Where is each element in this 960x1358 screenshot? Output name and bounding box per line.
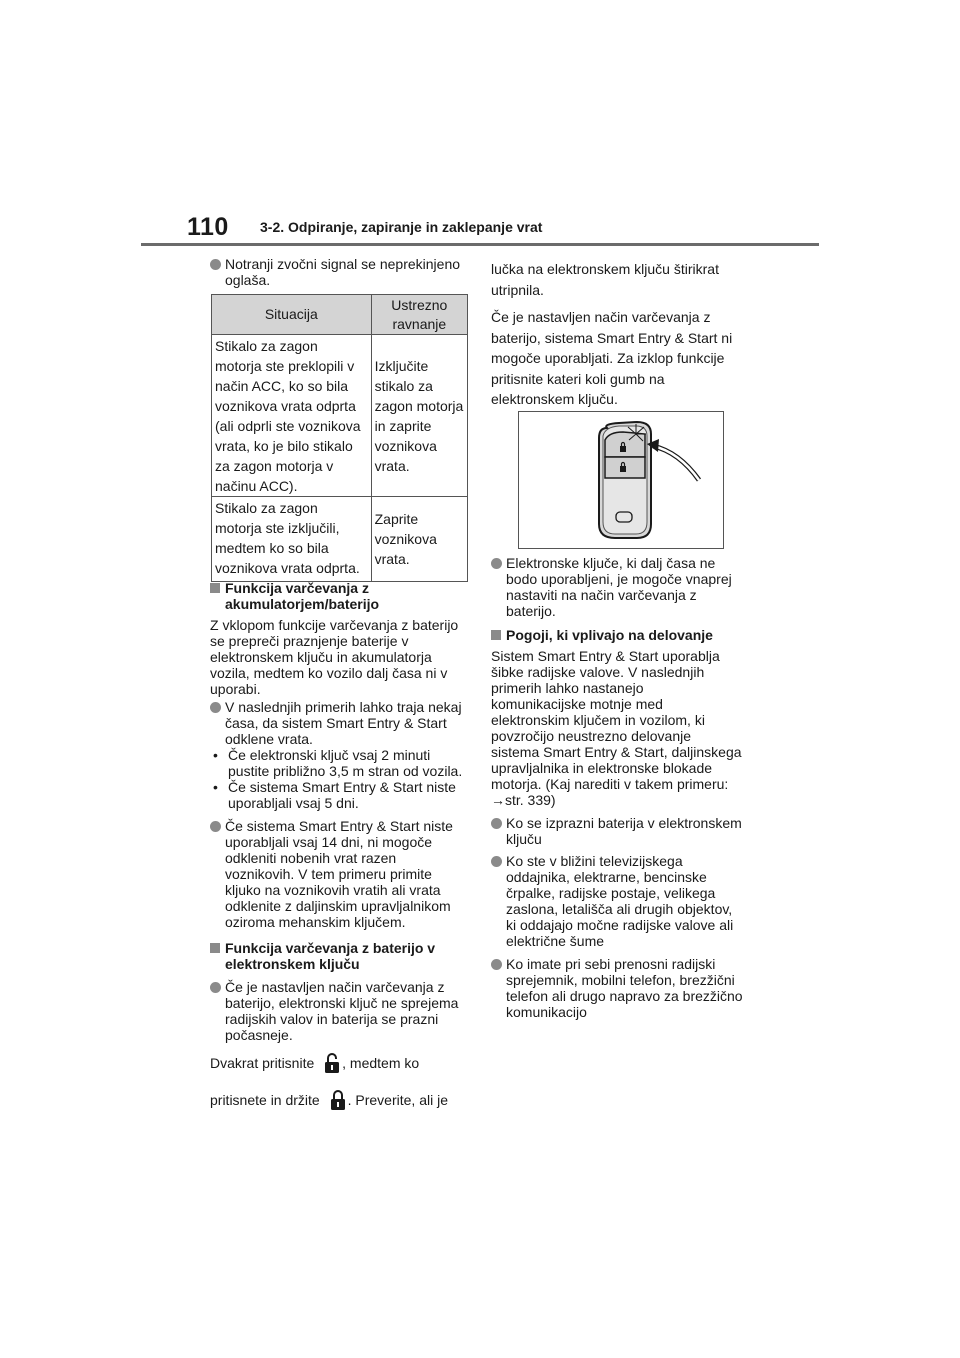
- text-line: oziroma mehanskim ključem.: [225, 914, 406, 930]
- text-line: elektronskem ključu in akumulatorja: [210, 649, 432, 665]
- cell-line: vrata.: [374, 457, 410, 474]
- round-bullet-icon: [210, 818, 225, 930]
- cell-line: vrata, ko je bilo stikalo: [215, 438, 353, 454]
- text-line: kljuko na voznikovih vratih ali vrata: [225, 882, 441, 898]
- text-line: lučka na elektronskem ključu štirikrat: [491, 261, 719, 277]
- heading-line: Funkcija varčevanja z baterijo v: [225, 940, 436, 956]
- text-line: ključu: [506, 831, 542, 847]
- section-title: 3-2. Odpiranje, zapiranje in zaklepanje vrat: [260, 219, 543, 235]
- text-run: . Preverite, ali je: [347, 1092, 448, 1109]
- header-rule: [141, 243, 819, 246]
- right-paragraph-2: [491, 648, 761, 808]
- paragraph-battery-saving: [210, 617, 472, 697]
- page-reference[interactable]: →str. 339): [491, 792, 556, 808]
- dash-marker: •: [213, 779, 218, 795]
- left-bullet-3: [210, 818, 472, 930]
- text-line: odklenite z daljinskim upravljalnikom: [225, 898, 451, 914]
- text-line: se prepreči praznjenje baterije v: [210, 633, 409, 649]
- action-header-line2: ravnanje: [392, 315, 447, 332]
- text-line: sprejemnik, mobilni telefon, brezžični: [506, 972, 735, 988]
- cell-line: načinu ACC).: [215, 478, 298, 494]
- text-run: Dvakrat pritisnite: [210, 1055, 315, 1072]
- text-line: nastaviti na način varčevanja z: [506, 587, 697, 603]
- electronic-key-illustration: [518, 411, 724, 549]
- text-line: ki oddajajo močne radijske valove ali: [506, 917, 734, 933]
- text-line: pustite približno 3,5 m stran od vozila.: [228, 763, 463, 779]
- text-line: voznikovih. V tem primeru primite: [225, 866, 432, 882]
- text-line: uporabljali vsaj 5 dni.: [228, 795, 359, 811]
- text-line: pritisnite kateri koli gumb na: [491, 370, 665, 387]
- round-bullet-icon: [491, 956, 506, 1020]
- cell-line: Izključite: [374, 357, 429, 374]
- dash-item-2: [210, 779, 472, 811]
- lock-icon: [324, 1052, 340, 1077]
- text-line: Elektronske ključe, ki dalj časa ne: [506, 555, 716, 571]
- text-line: utripnila.: [491, 281, 544, 298]
- round-bullet-icon: [491, 555, 506, 619]
- cell-line: Zaprite: [374, 511, 419, 527]
- text-line: komunikacijo: [506, 1004, 587, 1020]
- situation-table: [211, 294, 468, 582]
- text-run: pritisnete in držite: [210, 1092, 320, 1109]
- instruction-line-2: [210, 1089, 472, 1114]
- text-line: uporabljali vsaj 14 dni, ni mogoče: [225, 834, 433, 850]
- text-line: Ko se izprazni baterija v elektronskem: [506, 815, 742, 831]
- text-line: Če je nastavljen način varčevanja z: [491, 309, 711, 325]
- left-bullet-1: [210, 256, 472, 288]
- unlock-icon: [330, 1089, 346, 1114]
- text-line: Če sistema Smart Entry & Start niste: [228, 779, 456, 795]
- text-line: Z vklopom funkcije varčevanja z baterijo: [210, 617, 459, 633]
- text-line: V naslednjih primerih lahko traja nekaj: [225, 699, 462, 715]
- heading-line: Pogoji, ki vplivajo na delovanje: [506, 627, 713, 643]
- square-marker-icon: [210, 940, 225, 972]
- round-bullet-icon: [210, 256, 225, 288]
- text-line: vozila, medtem ko vozilo dalj časa ni v: [210, 665, 448, 681]
- text-line: baterijo.: [506, 603, 556, 619]
- text-line: Ko ste v bližini televizijskega: [506, 853, 683, 869]
- table-row: [212, 497, 468, 582]
- electronic-key-icon: [519, 412, 723, 548]
- cell-line: Stikalo za zagon: [215, 500, 318, 516]
- round-bullet-icon: [210, 699, 225, 747]
- text-line: električne šume: [506, 933, 605, 949]
- heading-line: Funkcija varčevanja z: [225, 580, 369, 596]
- square-marker-icon: [491, 627, 506, 643]
- text-line: mogoče uporabljati. Za izklop funkcije: [491, 350, 725, 366]
- right-bullet-2: [491, 815, 761, 847]
- text-line: Sistem Smart Entry & Start uporablja: [491, 648, 720, 664]
- text-line: telefon ali drugo napravo za brezžično: [506, 988, 743, 1004]
- text-line: oddajnika, elektrarne, bencinske: [506, 869, 707, 885]
- right-bullet-4: [491, 956, 761, 1020]
- bullet-text: Notranji zvočni signal se neprekinjeno oglaša.: [225, 256, 461, 288]
- text-line: motorja. (Kaj narediti v takem primeru:: [491, 776, 729, 792]
- table-header-action: [371, 295, 467, 335]
- heading-line: elektronskem ključu: [225, 956, 360, 972]
- dash-marker: •: [213, 747, 218, 763]
- text-line: elektronskem ključu.: [491, 391, 618, 407]
- right-bullet-1: [491, 555, 761, 619]
- round-bullet-icon: [210, 979, 225, 1043]
- text-line: časa, da sistem Smart Entry & Start: [225, 715, 447, 731]
- text-run: , medtem ko: [342, 1055, 420, 1072]
- cell-line: Stikalo za zagon: [215, 338, 318, 354]
- text-line: počasneje.: [225, 1027, 293, 1043]
- table-header-situation: Situacija: [212, 295, 372, 335]
- text-line: radijskih valov in baterija se prazni: [225, 1011, 439, 1027]
- text-line: povzročijo neustrezno delovanje: [491, 728, 692, 744]
- text-line: Ko imate pri sebi prenosni radijski: [506, 956, 716, 972]
- cell-line: način ACC, ko so bila: [215, 378, 349, 394]
- action-cell: [371, 335, 467, 497]
- cell-line: vrata.: [374, 551, 410, 567]
- text-line: črpalke, radijske postaje, velikega: [506, 885, 716, 901]
- cell-line: voznikova: [374, 437, 437, 454]
- right-paragraph-1: [491, 259, 761, 410]
- cell-line: zagon motorja: [374, 397, 464, 414]
- instruction-line-1: [210, 1052, 472, 1077]
- heading-line: akumulatorjem/baterijo: [225, 596, 380, 612]
- dash-item-1: [210, 747, 472, 779]
- heading-conditions: [491, 627, 761, 643]
- cell-line: voznikova vrata odprta.: [215, 560, 360, 576]
- left-bullet-2: [210, 699, 472, 747]
- situation-cell: [212, 335, 372, 497]
- text-line: bodo uporabljeni, je mogoče vnaprej: [506, 571, 732, 587]
- cell-line: (ali odprli ste voznikova: [215, 418, 361, 434]
- situation-cell: [212, 497, 372, 582]
- text-line: baterijo, elektronski ključ ne sprejema: [225, 995, 459, 1011]
- text-line: uporabi.: [210, 681, 261, 697]
- text-line: šibke radijske valove. V naslednjih: [491, 664, 705, 680]
- heading-battery-saving: [210, 580, 472, 612]
- round-bullet-icon: [491, 815, 506, 847]
- cell-line: voznikova: [374, 531, 437, 547]
- cell-line: motorja ste izključili,: [215, 520, 340, 536]
- square-marker-icon: [210, 580, 225, 612]
- heading-key-battery-saving: [210, 940, 472, 972]
- round-bullet-icon: [491, 853, 506, 949]
- text-line: zaslona, letališča ali drugih objektov,: [506, 901, 733, 917]
- text-line: upravljalnika in elektronske blokade: [491, 760, 713, 776]
- left-bullet-4: [210, 979, 472, 1043]
- text-line: Če je nastavljen način varčevanja z: [225, 979, 445, 995]
- text-line: elektronskim ključem in vozilom, ki: [491, 712, 705, 728]
- text-line: Če sistema Smart Entry & Start niste: [225, 818, 453, 834]
- text-line: komunikacijske motnje med: [491, 696, 663, 712]
- action-header-line1: Ustrezno: [391, 296, 448, 313]
- text-line: odkleniti nobenih vrat razen: [225, 850, 397, 866]
- text-line: sistema Smart Entry & Start, daljinskega: [491, 744, 742, 760]
- cell-line: in zaprite: [374, 417, 432, 434]
- cell-line: medtem ko so bila: [215, 540, 329, 556]
- cell-line: voznikova vrata odprta: [215, 398, 356, 414]
- right-bullet-3: [491, 853, 761, 949]
- table-row: [212, 335, 468, 497]
- text-line: primerih lahko nastanejo: [491, 680, 644, 696]
- page-number: 110: [187, 213, 229, 241]
- cell-line: stikalo za: [374, 377, 433, 394]
- text-line: Če elektronski ključ vsaj 2 minuti: [228, 747, 431, 763]
- cell-line: motorja ste preklopili v: [215, 358, 355, 374]
- text-line: baterijo, sistema Smart Entry & Start ni: [491, 329, 733, 346]
- action-cell: [371, 497, 467, 582]
- cell-line: za zagon motorja v: [215, 458, 334, 474]
- text-line: odklene vrata.: [225, 731, 313, 747]
